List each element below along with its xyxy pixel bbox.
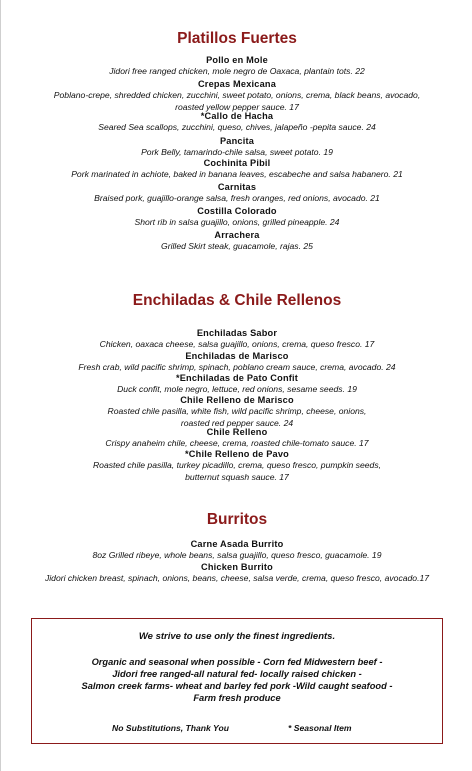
menu-item-desc: Braised pork, guajillo-orange salsa, fresh oranges, red onions, avocado. 21 [94, 193, 380, 203]
menu-item [1, 373, 472, 396]
menu-item-name: Chile Relleno [206, 427, 268, 437]
menu-item [1, 449, 472, 483]
menu-item-name: Chicken Burrito [201, 562, 273, 572]
ingredients-notice-box [31, 618, 443, 744]
menu-item-desc: Poblano-crepe, shredded chicken, zucchini, sweet potato, onions, crema, black beans, avocado, [53, 90, 421, 100]
menu-item [1, 230, 472, 253]
menu-item-desc: Pork Belly, tamarindo-chile salsa, sweet potato. 19 [141, 147, 333, 157]
menu-item [1, 562, 472, 585]
section-title-burritos: Burritos [206, 511, 268, 528]
section-title-enchiladas: Enchiladas & Chile Rellenos [132, 292, 342, 309]
menu-item-name: *Chile Relleno de Pavo [185, 449, 289, 459]
seasonal-item-note: * Seasonal Item [288, 723, 352, 733]
notice-body [32, 656, 442, 704]
menu-item-name: Pancita [219, 136, 255, 146]
menu-item-name: *Callo de Hacha [200, 111, 274, 121]
menu-item [1, 111, 472, 134]
menu-item-desc: roasted yellow pepper sauce. 17 [175, 101, 299, 112]
menu-item-desc: Jidori free ranged chicken, mole negro de Oaxaca, plantain tots. 22 [109, 66, 365, 76]
notice-headline: We strive to use only the finest ingredients. [138, 631, 336, 642]
menu-item-name: Enchiladas Sabor [196, 328, 278, 338]
menu-item-name: Carne Asada Burrito [190, 539, 284, 549]
menu-item-desc: Seared Sea scallops, zucchini, queso, chives, jalapeño -pepita sauce. 24 [98, 122, 376, 132]
notice-line: Organic and seasonal when possible - Corn fed Midwestern beef - [91, 657, 383, 667]
menu-item-desc: Pork marinated in achiote, baked in banana leaves, escabeche and salsa habanero. 21 [71, 169, 403, 179]
menu-item-name: Chile Relleno de Marisco [180, 395, 294, 405]
menu-item-desc: Fresh crab, wild pacific shrimp, spinach, poblano cream sauce, crema, avocado. 24 [78, 362, 396, 372]
menu-item-desc: Short rib in salsa guajillo, onions, grilled pineapple. 24 [134, 217, 340, 227]
menu-item [1, 182, 472, 205]
menu-item-desc: butternut squash sauce. 17 [185, 471, 289, 482]
menu-item [1, 158, 472, 181]
menu-item-name: Pollo en Mole [206, 55, 268, 65]
menu-item [1, 55, 472, 78]
menu-item-desc: Duck confit, mole negro, lettuce, red onions, sesame seeds. 19 [117, 384, 357, 394]
menu-item-name: Cochinita Pibil [203, 158, 271, 168]
notice-line: Salmon creek farms- wheat and barley fed pork -Wild caught seafood - [81, 681, 393, 691]
menu-item-name: Enchiladas de Marisco [185, 351, 289, 361]
section-title-platillos-fuertes: Platillos Fuertes [177, 30, 297, 47]
menu-item [1, 206, 472, 229]
menu-item [1, 136, 472, 159]
no-substitutions-note: No Substitutions, Thank You [112, 723, 229, 733]
menu-item-desc: Crispy anaheim chile, cheese, crema, roasted chile-tomato sauce. 17 [105, 438, 369, 448]
menu-item [1, 351, 472, 374]
menu-item-desc: Roasted chile pasilla, white fish, wild pacific shrimp, cheese, onions, [107, 406, 367, 416]
menu-item-desc: Jidori chicken breast, spinach, onions, beans, cheese, salsa verde, crema, queso fresco, avocado.17 [44, 573, 430, 583]
notice-line: Jidori free ranged-all natural fed- locally raised chicken - [112, 669, 362, 679]
menu-item-name: *Enchiladas de Pato Confit [175, 373, 299, 383]
notice-line: Farm fresh produce [193, 693, 281, 703]
menu-item [1, 79, 472, 113]
menu-item-name: Crepas Mexicana [197, 79, 277, 89]
menu-item-name: Carnitas [217, 182, 257, 192]
menu-item-desc: roasted red pepper sauce. 24 [180, 417, 294, 428]
menu-item-desc: 8oz Grilled ribeye, whole beans, salsa guajillo, queso fresco, guacamole. 19 [92, 550, 382, 560]
menu-item-name: Costilla Colorado [197, 206, 277, 216]
menu-item [1, 395, 472, 429]
menu-item-desc: Grilled Skirt steak, guacamole, rajas. 25 [161, 241, 313, 251]
menu-item-name: Arrachera [214, 230, 260, 240]
menu-item [1, 427, 472, 450]
menu-item-desc: Chicken, oaxaca cheese, salsa guajillo, onions, crema, queso fresco. 17 [99, 339, 375, 349]
menu-item-desc: Roasted chile pasilla, turkey picadillo, crema, queso fresco, pumpkin seeds, [92, 460, 382, 470]
menu-item [1, 539, 472, 562]
menu-item [1, 328, 472, 351]
